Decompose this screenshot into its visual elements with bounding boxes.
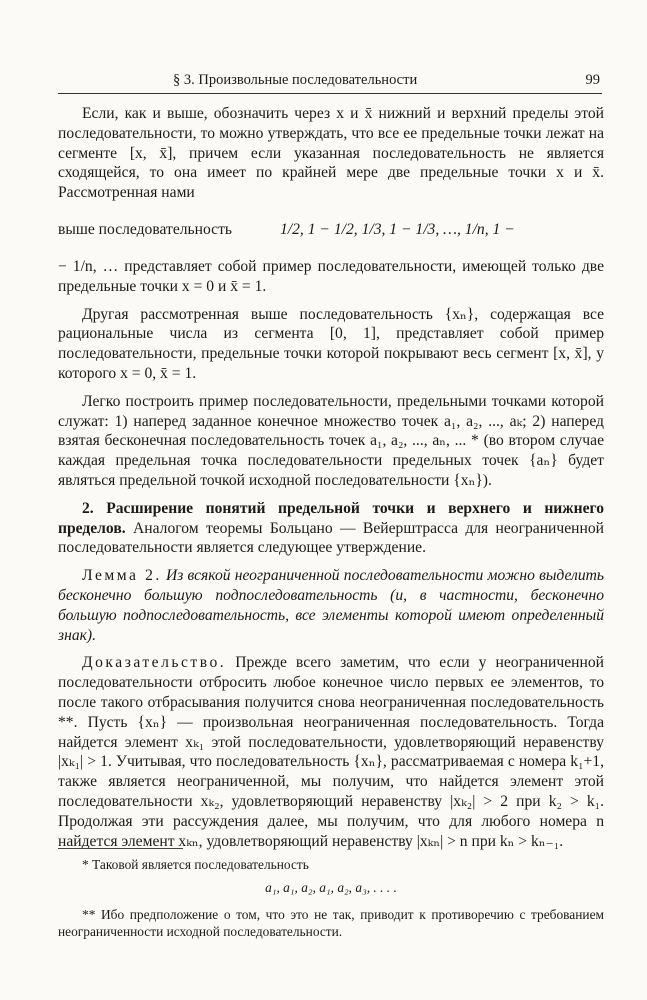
sequence-formula: 1/2, 1 − 1/2, 1/3, 1 − 1/3, …, 1/n, 1 − bbox=[280, 220, 515, 238]
header-rule bbox=[58, 93, 602, 94]
paragraph-limit-points: Если, как и выше, обозначить через x и x̄ нижний и верхний пределы этой последовательности, то можно утверждать, что все ее предельные точки лежат на сегменте [x, x̄], причем если указанная последовательность не является сходящейся, то она имеет по крайней мере две предельные точки x и x̄. Рассмотренная нами bbox=[58, 105, 604, 202]
footnote-2: ** Ибо предположение о том, что это не так, приводит к противоречию с требованием неограниченности исходной последовательности. bbox=[58, 907, 604, 939]
footnote-1-sequence: a₁, a₁, a₂, a₁, a₂, a₃, . . . . bbox=[265, 880, 397, 895]
lemma-statement: Из всякой неограниченной последовательности можно выделить бесконечно большую подпоследовательность (и, в частности, бесконечно большую подпоследовательность, все элементы которой имеют определенный знак). bbox=[58, 567, 604, 644]
main-text bbox=[58, 104, 604, 851]
paragraph-construction: Легко построить пример последовательности, предельными точками которой служат: 1) наперед заданное конечное множество точек a₁, a₂, ..., aₖ; 2) наперед взятая бесконечная последовательность точек a₁, a₂, ..., aₙ, ... * (во втором случае каждая предельная точка последовательности предельных точек {aₙ} будет являться предельной точкой исходной последовательности {xₙ}). bbox=[58, 392, 604, 489]
sequence-prefix: выше последовательность bbox=[58, 220, 233, 238]
lemma-label: Лемма 2. bbox=[82, 567, 162, 585]
footnotes bbox=[58, 856, 604, 940]
paragraph-limit-points-cont: − 1/n, … представляет собой пример последовательности, имеющей только две предельные точки x = 0 и x̄ = 1. bbox=[58, 257, 604, 295]
paragraph-lemma bbox=[58, 566, 604, 645]
paragraph-proof bbox=[58, 653, 604, 851]
sequence-example bbox=[58, 209, 604, 251]
section-heading: 2. Расширение понятий предельной точки и верхнего и нижнего пределов. bbox=[58, 499, 604, 537]
paragraph-section-2 bbox=[58, 499, 604, 558]
section-intro: Аналогом теоремы Больцано — Вейерштрасса для неограниченной последовательности является следующее утверждение. bbox=[58, 519, 604, 557]
page-number: 99 bbox=[585, 72, 600, 88]
section-title: § 3. Произвольные последовательности bbox=[173, 72, 418, 88]
proof-label: Доказательство. bbox=[82, 654, 227, 672]
footnote-rule bbox=[58, 848, 183, 849]
footnote-1: * Таковой является последовательность bbox=[82, 857, 309, 872]
proof-text: Прежде всего заметим, что если у неограниченной последовательности отбросить любое конечное число первых ее элементов, то после такого отбрасывания получится снова неограниченная последовательность **. Пусть {xₙ} — произвольная неограниченная последовательность. Тогда найдется элемент xₖ₁ этой последовательности, удовлетворяющий неравенству |xₖ₁| > 1. Учитывая, что последовательность {xₙ}, рассматриваемая с номера k₁+1, также является неограниченной, мы получим, что найдется элемент этой последовательности xₖ₂, удовлетворяющий неравенству |xₖ₂| > 2 при k₂ > k₁. Продолжая эти рассуждения далее, мы получим, что для любого номера n найдется элемент xₖₙ, удовлетворяющий неравенству |xₖₙ| > n при kₙ > kₙ₋₁. bbox=[58, 654, 604, 850]
paragraph-rational-sequence: Другая рассмотренная выше последовательность {xₙ}, содержащая все рациональные числа из сегмента [0, 1], представляет собой пример последовательности, предельные точки которой покрывают весь сегмент [x, x̄], у которого x = 0, x̄ = 1. bbox=[58, 305, 604, 382]
